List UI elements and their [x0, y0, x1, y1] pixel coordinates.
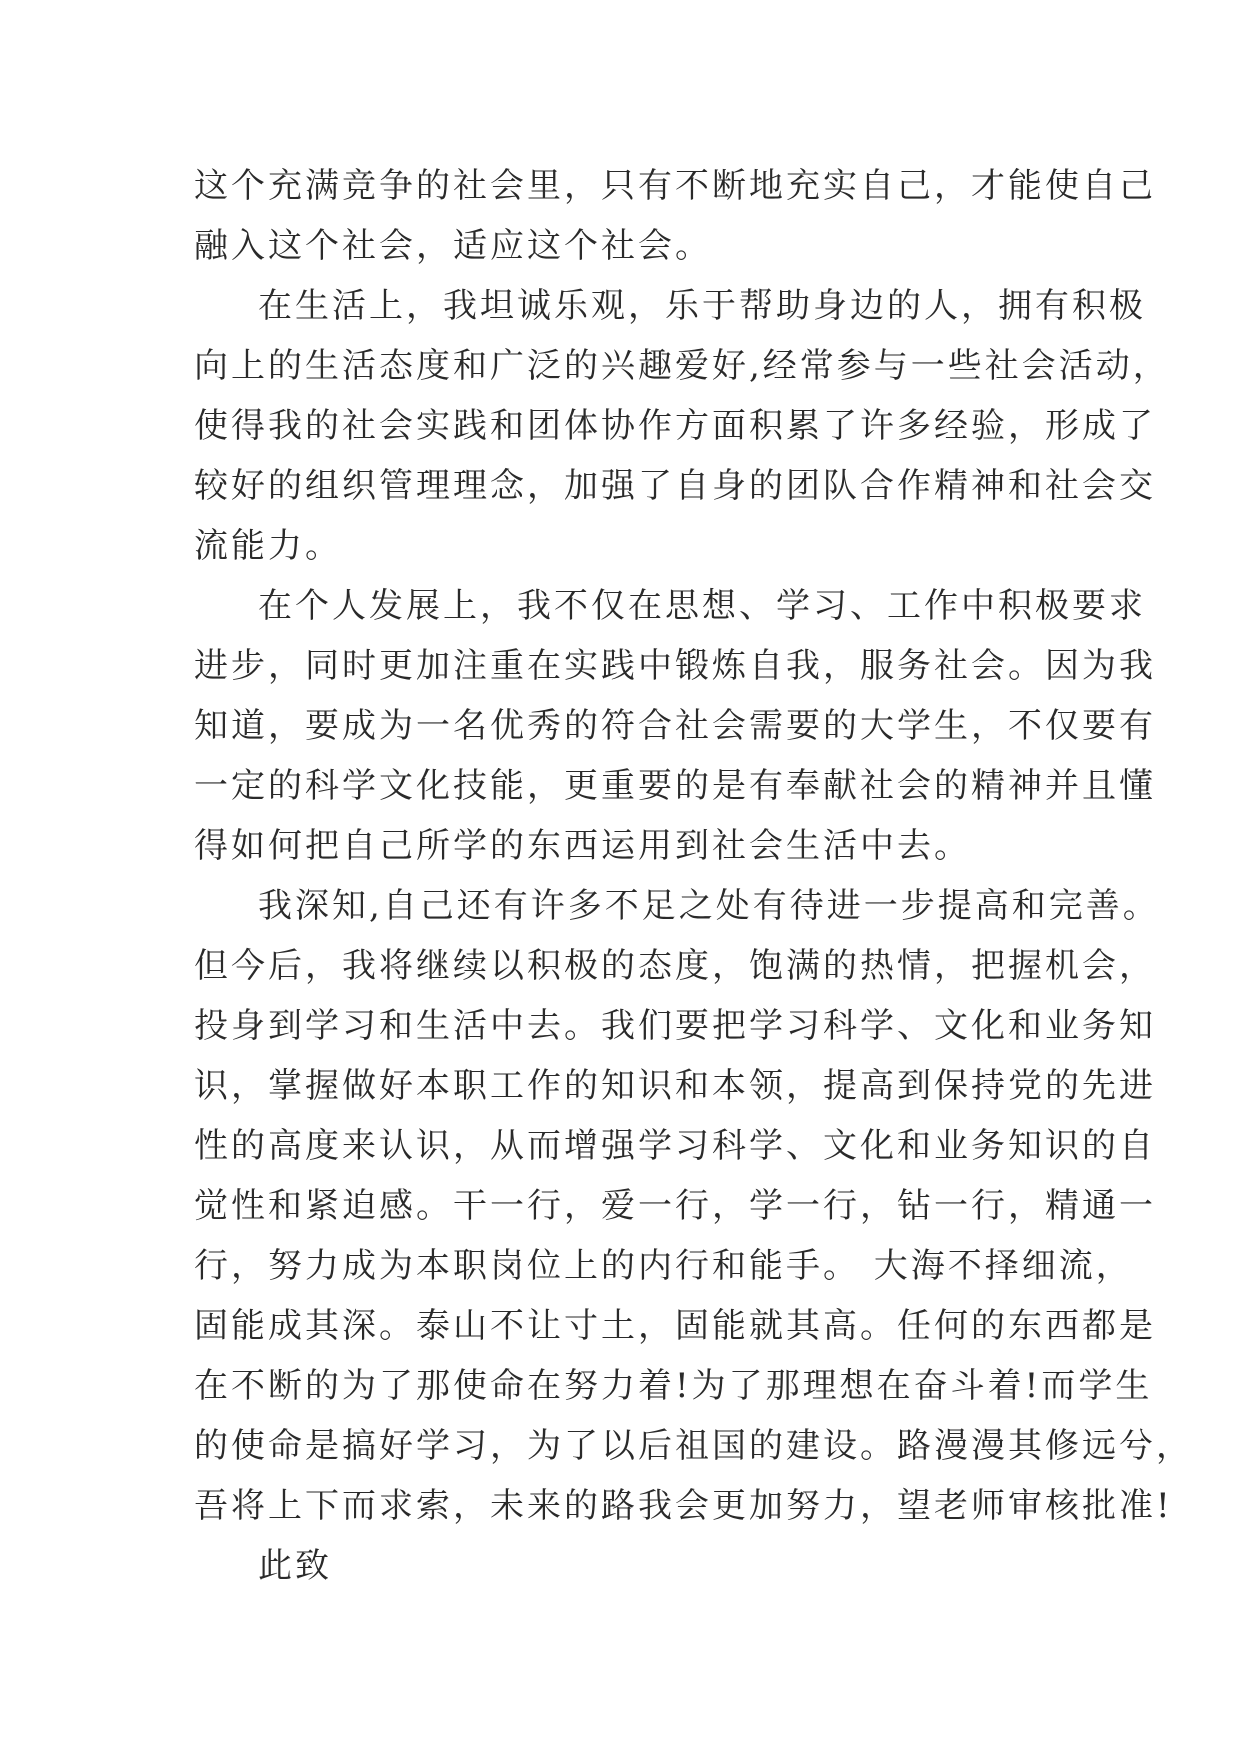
text-line: 但今后，我将继续以积极的态度，饱满的热情，把握机会， [194, 946, 1156, 986]
text-line: 融入这个社会，适应这个社会。 [194, 226, 712, 266]
paragraph-start-line: 在个人发展上，我不仅在思想、学习、工作中积极要求 [258, 586, 1146, 626]
text-line: 吾将上下而求索，未来的路我会更加努力，望老师审核批准! [194, 1486, 1173, 1526]
text-line: 觉性和紧迫感。干一行，爱一行，学一行，钻一行，精通一 [194, 1186, 1156, 1226]
text-line: 的使命是搞好学习，为了以后祖国的建设。路漫漫其修远兮， [194, 1426, 1193, 1466]
text-line: 得如何把自己所学的东西运用到社会生活中去。 [194, 826, 971, 866]
text-line: 较好的组织管理理念，加强了自身的团队合作精神和社会交 [194, 466, 1156, 506]
text-line: 性的高度来认识，从而增强学习科学、文化和业务知识的自 [194, 1126, 1156, 1166]
document-body [194, 156, 1193, 1596]
paragraph-start-line: 在生活上，我坦诚乐观，乐于帮助身边的人，拥有积极 [258, 286, 1146, 326]
text-line: 这个充满竞争的社会里，只有不断地充实自己，才能使自己 [194, 166, 1156, 206]
text-line: 使得我的社会实践和团体协作方面积累了许多经验，形成了 [194, 406, 1156, 446]
text-line: 流能力。 [194, 526, 342, 566]
text-line: 行，努力成为本职岗位上的内行和能手。 大海不择细流， [194, 1246, 1133, 1286]
text-line: 在不断的为了那使命在努力着!为了那理想在奋斗着!而学生 [194, 1366, 1153, 1406]
text-line: 投身到学习和生活中去。我们要把学习科学、文化和业务知 [194, 1006, 1156, 1046]
text-line: 识，掌握做好本职工作的知识和本领，提高到保持党的先进 [194, 1066, 1156, 1106]
text-line: 进步，同时更加注重在实践中锻炼自我，服务社会。因为我 [194, 646, 1156, 686]
text-line: 向上的生活态度和广泛的兴趣爱好,经常参与一些社会活动， [194, 346, 1170, 386]
text-line: 一定的科学文化技能，更重要的是有奉献社会的精神并且懂 [194, 766, 1156, 806]
closing-salutation: 此致 [258, 1546, 332, 1586]
text-line: 知道，要成为一名优秀的符合社会需要的大学生，不仅要有 [194, 706, 1156, 746]
paragraph-start-line: 我深知,自己还有许多不足之处有待进一步提高和完善。 [258, 886, 1160, 926]
text-line: 固能成其深。泰山不让寸土，固能就其高。任何的东西都是 [194, 1306, 1156, 1346]
